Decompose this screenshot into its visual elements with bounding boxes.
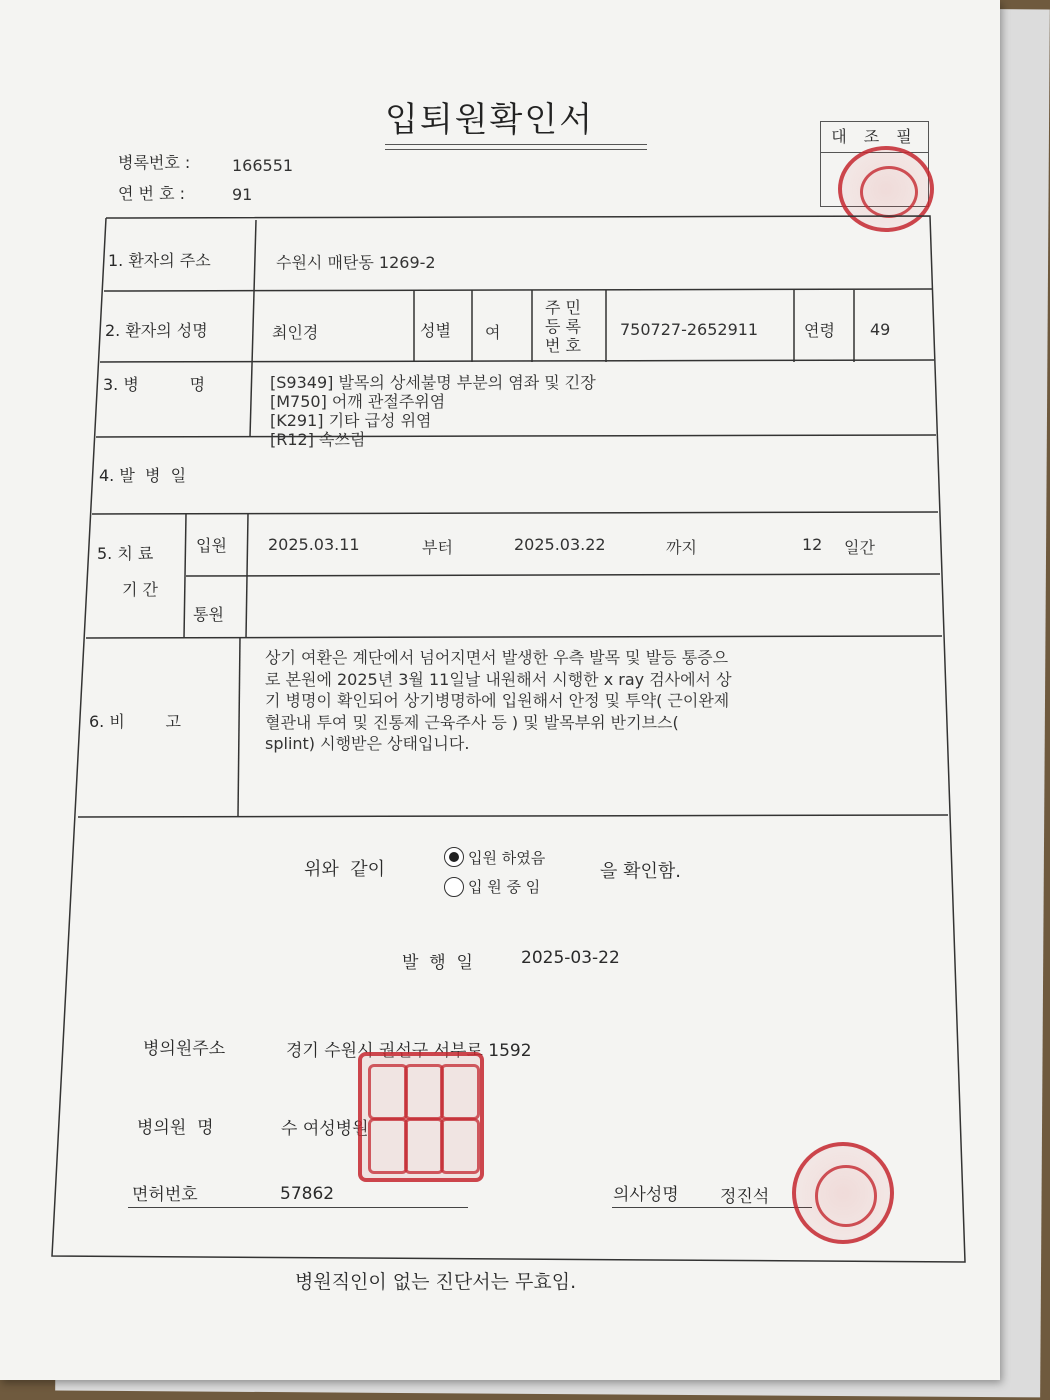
radio-admitted[interactable] [444, 847, 464, 867]
days-unit: 일간 [844, 538, 875, 557]
diagnosis-label: 3. 병 명 [103, 375, 206, 394]
radio-admitted-label: 입원 하였음 [468, 849, 546, 867]
inpatient-label: 입원 [196, 536, 227, 555]
name-value: 최인경 [272, 323, 319, 342]
admission-date: 2025.03.11 [268, 535, 360, 554]
remarks-text: 상기 여환은 계단에서 넘어지면서 발생한 우측 발목 및 발등 통증으 로 본원에 2025년 3월 11일날 내원해서 시행한 x ray 검사에서 상 기 병명이 확인되어 상기병명하에 입원해서 안정 및 투약( 근이완제 혈관내 투여 및 진통제 근육주사 등 ) 및 발목부위 반기브스( splint) 시행받은 상태입니다. [265, 648, 732, 753]
serial-no-value: 91 [232, 185, 253, 204]
from-word: 부터 [422, 538, 453, 557]
radio-inpatient-label: 입 원 중 임 [468, 878, 541, 896]
hospital-seal-icon [358, 1052, 484, 1182]
confirm-suffix: 을 확인함. [600, 861, 681, 882]
document-title: 입퇴원확인서 [385, 100, 595, 140]
record-no-value: 166551 [232, 156, 294, 175]
issue-date-label: 발 행 일 [402, 953, 473, 973]
doctor-label: 의사성명 [613, 1185, 679, 1205]
issue-date-value: 2025-03-22 [521, 948, 620, 968]
serial-no-label: 연 번 호 : [118, 184, 186, 203]
rrn-value: 750727-2652911 [620, 320, 759, 339]
diagnosis-item: [K291] 기타 급성 위염 [270, 411, 432, 430]
diagnosis-list [270, 373, 596, 449]
footer-note: 병원직인이 없는 진단서는 무효임. [295, 1271, 577, 1293]
diagnosis-item: [M750] 어깨 관절주위염 [270, 392, 446, 411]
treatment-label: 5. 치 료 [97, 544, 154, 563]
age-value: 49 [870, 320, 891, 339]
name-label: 2. 환자의 성명 [105, 321, 208, 340]
age-label: 연령 [804, 321, 835, 340]
discharge-date: 2025.03.22 [514, 535, 606, 554]
record-no-label: 병록번호 : [118, 153, 191, 172]
address-value: 수원시 매탄동 1269-2 [276, 253, 436, 272]
hospital-address-value: 경기 수원시 권선구 서부로 1592 [286, 1041, 532, 1061]
address-label: 1. 환자의 주소 [108, 251, 211, 270]
hospital-address-label: 병의원주소 [143, 1039, 226, 1059]
days-count: 12 [802, 535, 823, 554]
verification-box-label: 대 조 필 [821, 122, 928, 153]
doctor-underline [612, 1207, 812, 1208]
license-value: 57862 [280, 1184, 335, 1204]
hospital-name-label: 병의원 명 [137, 1118, 214, 1138]
sex-value: 여 [485, 323, 501, 342]
doctor-seal-icon [792, 1142, 894, 1244]
diagnosis-item: [S9349] 발목의 상세불명 부분의 염좌 및 긴장 [270, 373, 596, 392]
diagnosis-item: [R12] 속쓰림 [270, 430, 366, 449]
onset-label: 4. 발 병 일 [99, 466, 187, 485]
confirm-prefix: 위와 같이 [304, 859, 385, 880]
radio-inpatient[interactable] [444, 877, 464, 897]
sex-label: 성별 [420, 321, 451, 340]
to-word: 까지 [666, 538, 697, 557]
license-label: 면허번호 [132, 1185, 198, 1205]
hospital-name-value: 수 여성병원 [281, 1119, 369, 1139]
license-underline [128, 1207, 468, 1208]
remarks-label: 6. 비 고 [89, 712, 181, 731]
doctor-name: 정진석 [720, 1187, 770, 1207]
outpatient-label: 통원 [193, 605, 224, 624]
treatment-label-2: 기 간 [122, 580, 158, 599]
rrn-label: 주 민 등 록 번 호 [545, 298, 581, 355]
